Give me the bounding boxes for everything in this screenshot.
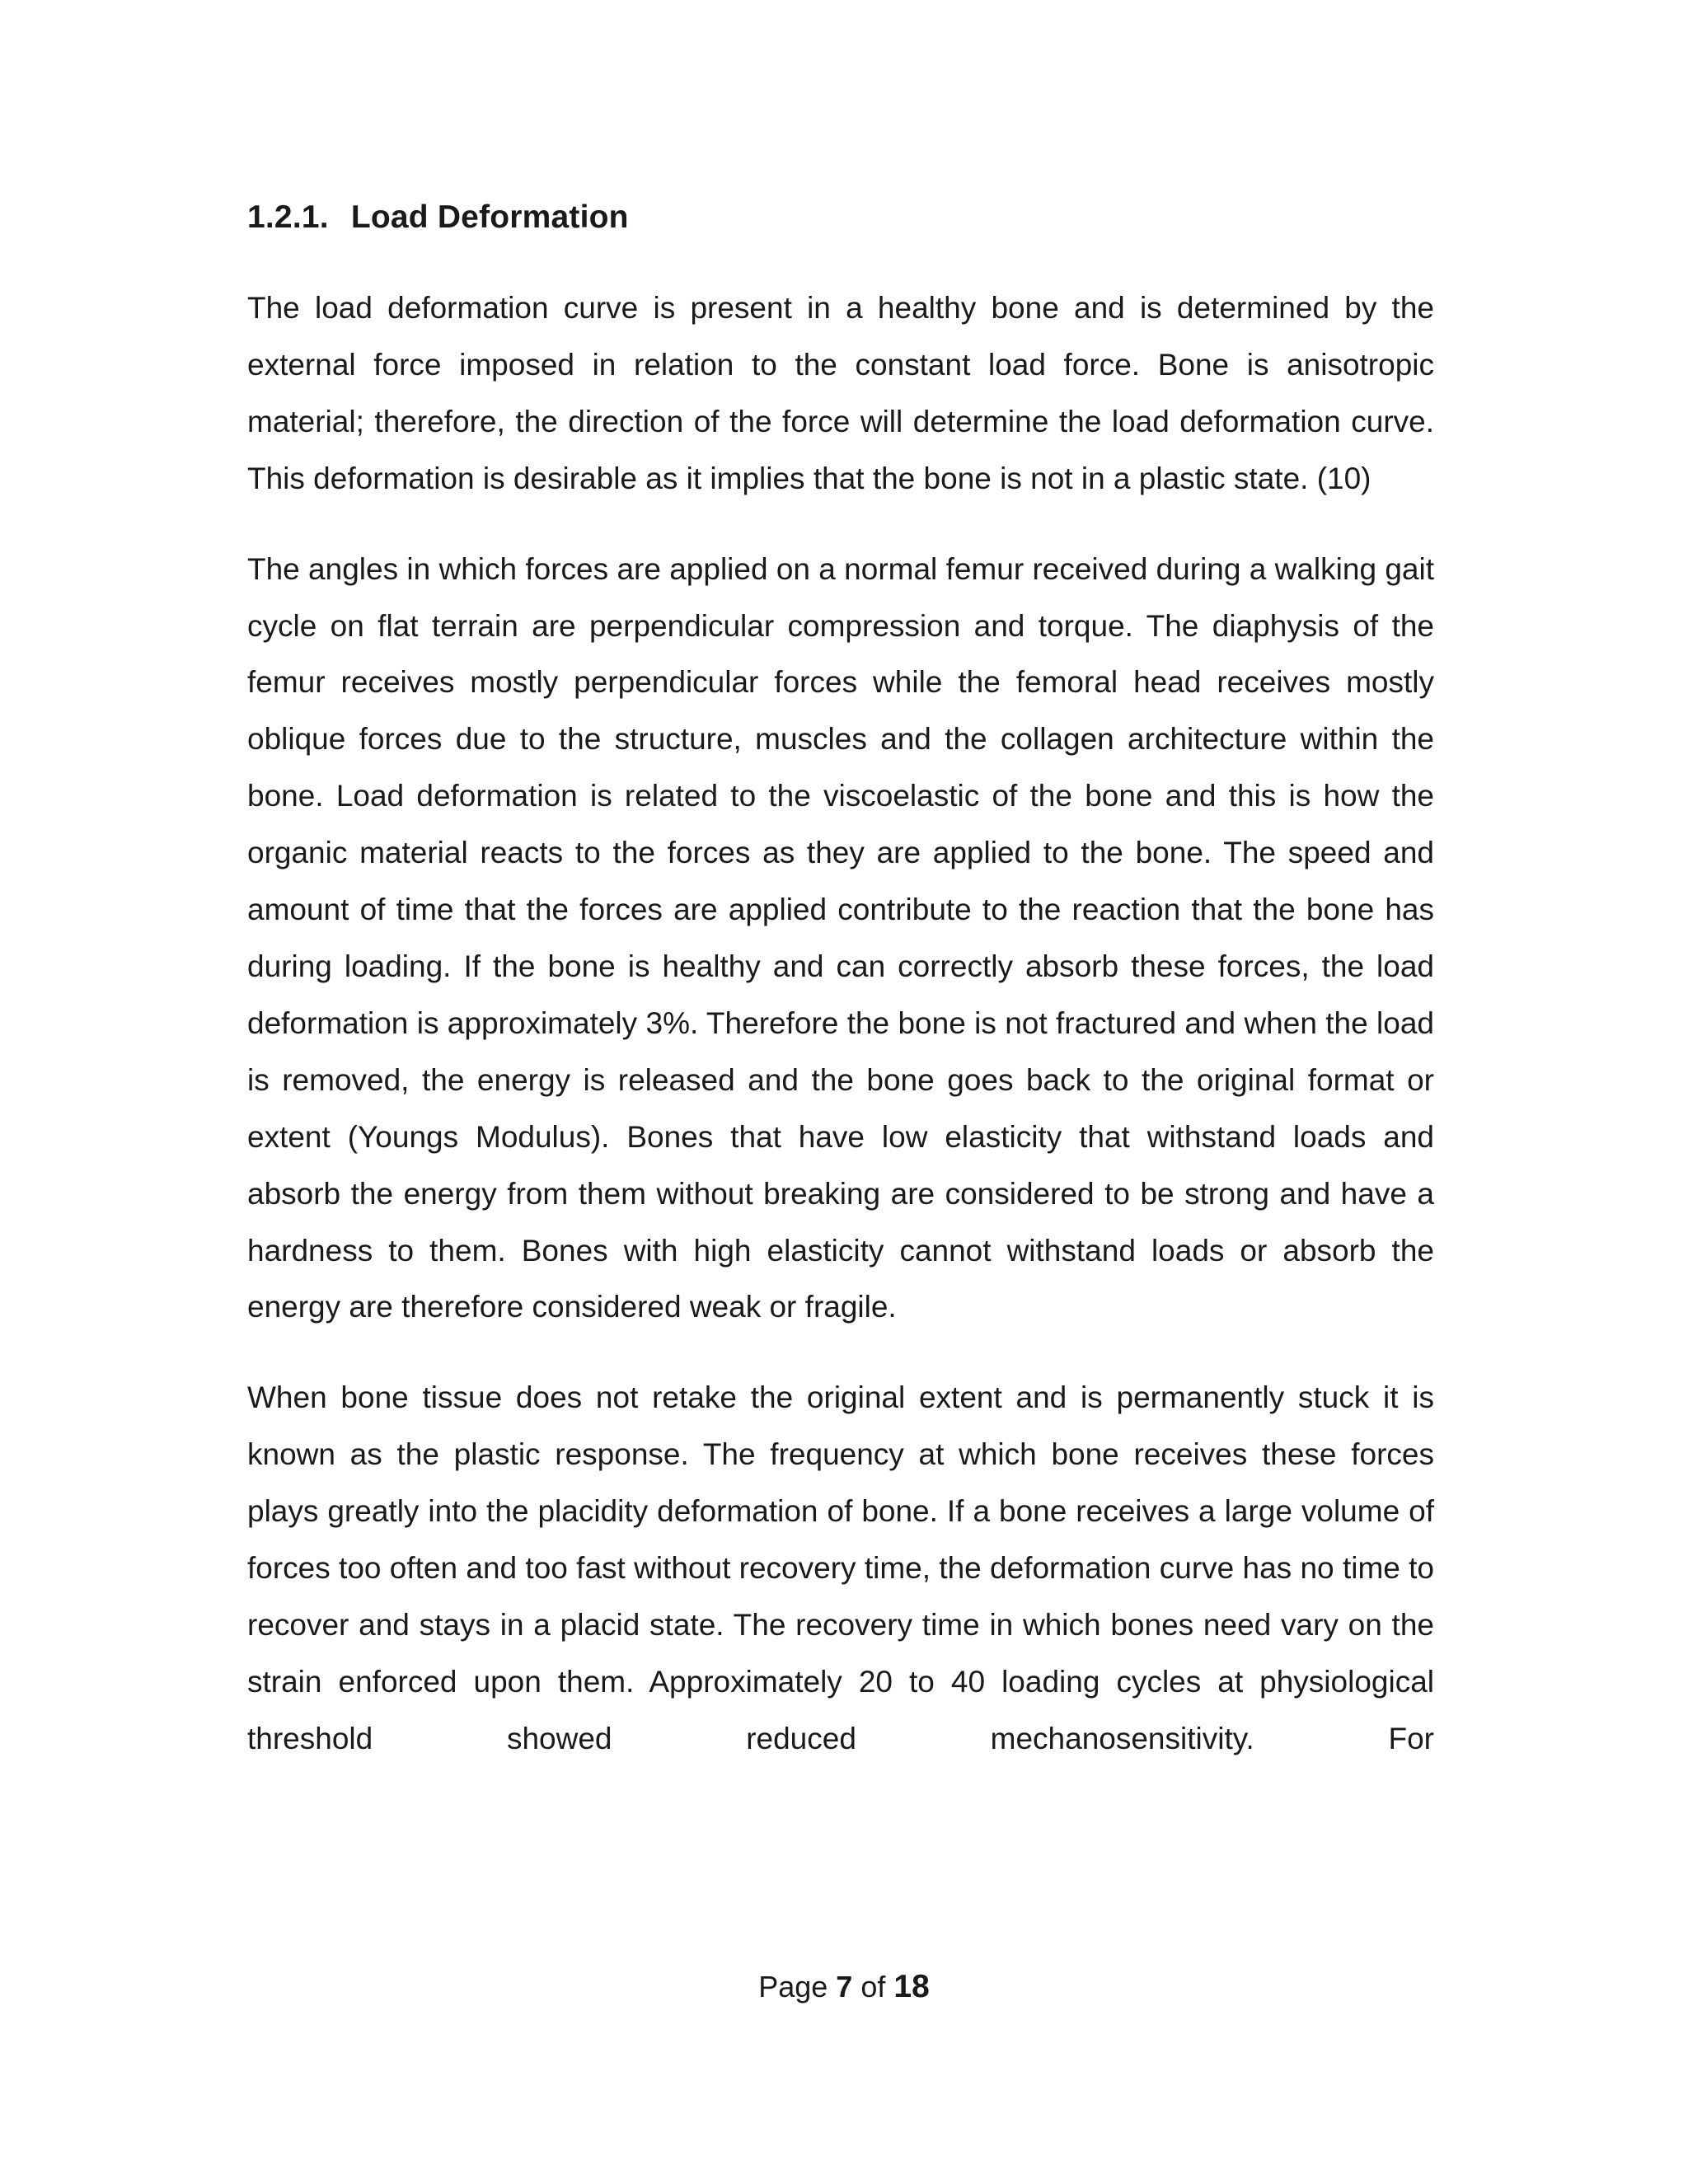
section-heading: [247, 191, 1434, 244]
paragraph-2: The angles in which forces are applied on a normal femur received during a walking gait cycle on flat terrain are perpendicular compression and torque. The diaphysis of the femur receives mostly perpendicular forces while the femoral head receives mostly oblique forces due to the structure, muscles and the collagen architecture within the bone. Load deformation is related to the viscoelastic of the bone and this is how the organic material reacts to the forces as they are applied to the bone. The speed and amount of time that the forces are applied contribute to the reaction that the bone has during loading. If the bone is healthy and can correctly absorb these forces, the load deformation is approximately 3%. Therefore the bone is not fractured and when the load is removed, the energy is released and the bone goes back to the original format or extent (Youngs Modulus). Bones that have low elasticity that withstand loads and absorb the energy from them without breaking are considered to be strong and have a hardness to them. Bones with high elasticity cannot withstand loads or absorb the energy are therefore considered weak or fragile.: [247, 551, 1434, 1324]
of-word: of: [860, 1970, 886, 2004]
paragraph-3: When bone tissue does not retake the original extent and is permanently stuck it is known as the plastic response. The frequency at which bone receives these forces plays greatly into the placidity deformation of bone. If a bone receives a large volume of forces too often and too fast without recovery time, the deformation curve has no time to recover and stays in a placid state. The recovery time in which bones need vary on the strain enforced upon them. Approximately 20 to 40 loading cycles at physiological threshold showed reduced mechanosensitivity. For: [247, 1380, 1434, 1755]
total-pages-number: 18: [893, 1969, 930, 2004]
page-content: [247, 191, 1434, 1768]
current-page-number: 7: [836, 1970, 853, 2004]
page-footer: [0, 1967, 1688, 2007]
section-number: 1.2.1.: [247, 199, 329, 235]
page-word: Page: [758, 1970, 828, 2004]
paragraph-1: The load deformation curve is present in a healthy bone and is determined by the external force imposed in relation to the constant load force. Bone is anisotropic material; therefore, the direction of the force will determine the load deformation curve. This deformation is desirable as it implies that the bone is not in a plastic state. (10): [247, 291, 1434, 495]
section-title: Load Deformation: [350, 199, 629, 235]
